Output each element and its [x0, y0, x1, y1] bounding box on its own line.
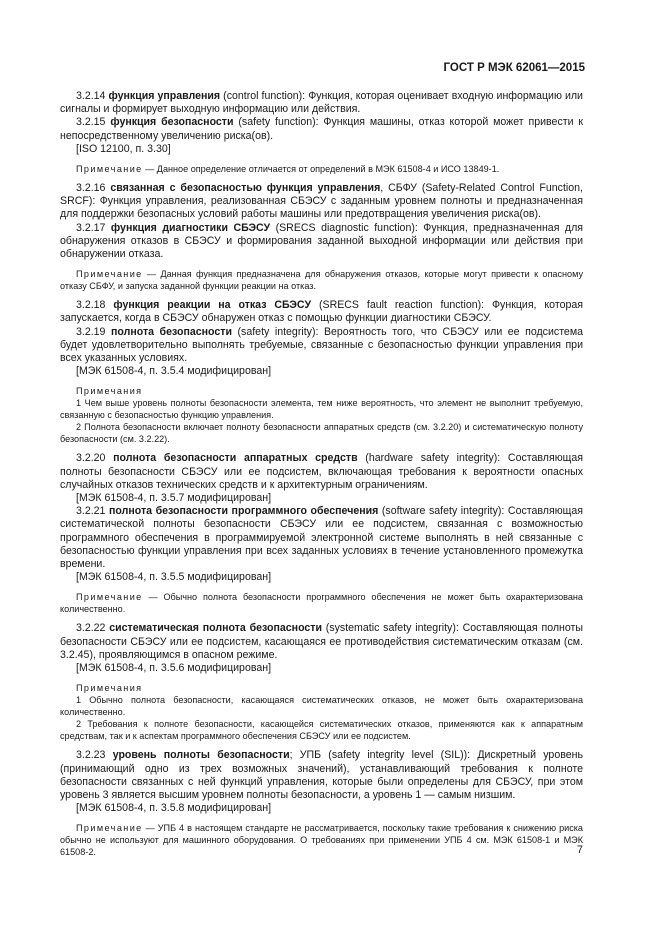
term-name: систематическая полнота безопасности: [109, 622, 322, 635]
notes-label: [60, 385, 583, 397]
note-label: Примечание: [76, 823, 143, 834]
term-3-2-17: [60, 222, 583, 262]
clause-number: 3.2.14: [76, 90, 109, 102]
note: [60, 163, 583, 175]
term-definition: (SRECS fault reaction function): Функция, которая запускается, когда в СБЭСУ обнаружен отказ с помощью функции диагностики СБЭСУ.: [60, 299, 583, 325]
reference: [МЭК 61508-4, п. 3.5.5 модифицирован]: [76, 571, 272, 584]
page-number: 7: [576, 844, 583, 856]
note-label: Примечание: [76, 164, 143, 175]
note: [60, 822, 583, 858]
clause-number: 3.2.23: [76, 749, 113, 762]
note-item: 1 Чем выше уровень полноты безопасности элемента, тем ниже вероятность, что элемент не выполнит требуемую, связанную с безопасностью функцию управления.: [60, 398, 583, 421]
term-3-2-15: [60, 116, 583, 142]
note-label: Примечание: [76, 592, 143, 603]
clause-number: 3.2.15: [76, 116, 111, 129]
term-definition: (control function): Функция, которая оценивает входную информацию или сигналы и формирует выходную информацию или действия.: [60, 90, 583, 116]
reference: [ISO 12100, п. 3.30]: [76, 142, 171, 155]
term-name: функция реакции на отказ СБЭСУ: [113, 299, 312, 312]
clause-number: 3.2.18: [76, 299, 114, 312]
term-3-2-23: [60, 749, 583, 802]
term-name: полнота безопасности программного обеспечения: [109, 505, 379, 518]
term-definition: (SRECS diagnostic function): Функция, предназначенная для обнаружения отказов в СБЭСУ и формирования заданной выходной информации или действия при обнаружении отказа.: [60, 221, 583, 261]
note: [60, 591, 583, 615]
term-3-2-16: [60, 182, 583, 222]
term-name: связанная с безопасностью функция управления: [110, 182, 381, 195]
note-text: — Данная функция предназначена для обнаружения отказов, которые могут привести к опасному отказу СБФУ, и запуска заданной функции реакции на отказ.: [60, 269, 583, 292]
clause-number: 3.2.22: [76, 622, 110, 635]
clause-number: 3.2.20: [76, 452, 114, 465]
term-definition: (systematic safety integrity): Составляющая полноты безопасности СБЭСУ или ее подсистем, касающаяся ее противодействия систематическим отказам (см. 3.2.45), проявляющимся в опасном режиме.: [60, 622, 584, 661]
clause-number: 3.2.16: [76, 182, 111, 195]
note-text: — Данное определение отличается от определений в МЭК 61508-4 и ИСО 13849-1.: [142, 164, 500, 175]
term-3-2-20: [60, 452, 583, 492]
clause-number: 3.2.19: [76, 325, 111, 338]
term-definition: (safety integrity): Вероятность того, что СБЭСУ или ее подсистема будет удовлетворительно выполнять требуемые, связанные с безопасностью функции управления при всех указанных условиях.: [60, 325, 583, 365]
reference: [МЭК 61508-4, п. 3.5.8 модифицирован]: [76, 802, 272, 815]
term-3-2-21: [60, 505, 583, 571]
note-label: Примечания: [76, 386, 143, 397]
term-name: функция управления: [108, 90, 221, 102]
term-name: функция безопасности: [110, 116, 234, 129]
reference: [МЭК 61508-4, п. 3.5.6 модифицирован]: [76, 662, 272, 675]
clause-number: 3.2.17: [76, 221, 111, 234]
note-label: Примечания: [76, 683, 143, 694]
term-definition: (hardware safety integrity): Составляющая полноты безопасности СБЭСУ или ее подсистем, включающая требования к вероятности опасных случайных отказов технических средств и к архитектурным ограничениям.: [60, 452, 583, 491]
term-name: полнота безопасности: [111, 325, 232, 338]
term-definition: (software safety integrity): Составляющая систематической полноты безопасности СБЭСУ или ее подсистем, связанная с возможностью программного обеспечения в программируемой электронной системе выполнять в ней связанные с безопасностью функции управления при всех заданных условиях в течение установленного промежутка времени.: [60, 505, 583, 571]
term-name: функция диагностики СБЭСУ: [110, 221, 271, 234]
term-definition: (safety function): Функция машины, отказ которой может привести к непосредственному увеличению риска(ов).: [60, 116, 584, 142]
clause-number: 3.2.21: [76, 505, 110, 518]
term-3-2-18: [60, 299, 583, 325]
term-name: уровень полноты безопасности: [112, 749, 290, 762]
notes-label: [60, 682, 583, 694]
term-3-2-14: [60, 90, 583, 116]
note-item: 2 Требования к полноте безопасности, касающейся систематических отказов, применяются как к аппаратным средствам, так и к аспектам программного обеспечения СБЭСУ или ее подсистем.: [60, 719, 583, 742]
note-text: — УПБ 4 в настоящем стандарте не рассматривается, поскольку такие требования к снижению риска обычно не используют для машинного оборудования. О требованиях при применении УПБ 4 см. МЭК 61508-1 и МЭК 61508-2.: [60, 823, 583, 858]
reference: [МЭК 61508-4, п. 3.5.7 модифицирован]: [76, 492, 272, 505]
note-label: Примечание: [76, 269, 143, 280]
term-3-2-22: [60, 622, 583, 662]
term-definition: , СБФУ (Safety-Related Control Function, SRCF): Функция управления, реализованная СБЭСУ с заданным уровнем полноты и предназначенная для поддержки безопасных условий работы машины или предотвращения увеличения риска(ов).: [60, 182, 583, 221]
note-item: 2 Полнота безопасности включает полноту безопасности аппаратных средств (см. 3.2.20) и систематическую полноту безопасности (см. 3.2.22).: [60, 422, 583, 445]
term-definition: ; УПБ (safety integrity level (SIL)): Дискретный уровень (принимающий одно из трех возможных значений), устанавливающий требования к полноте безопасности связанных с ней функций управления, которые были определены для СБЭСУ, при этом уровень 3 является высшим уровнем полноты безопасности, а уровень 1 — самым низшим.: [60, 749, 583, 801]
note: [60, 268, 583, 292]
term-name: полнота безопасности аппаратных средств: [113, 452, 358, 465]
note-text: — Обычно полнота безопасности программного обеспечения не может быть охарактеризована количественно.: [60, 592, 583, 615]
document-header: ГОСТ Р МЭК 62061—2015: [443, 62, 585, 74]
reference: [МЭК 61508-4, п. 3.5.4 модифицирован]: [76, 365, 272, 378]
document-body: [60, 90, 583, 858]
note-item: 1 Обычно полнота безопасности, касающаяся систематических отказов, не может быть охарактеризована количественно.: [60, 695, 583, 718]
term-3-2-19: [60, 326, 583, 366]
